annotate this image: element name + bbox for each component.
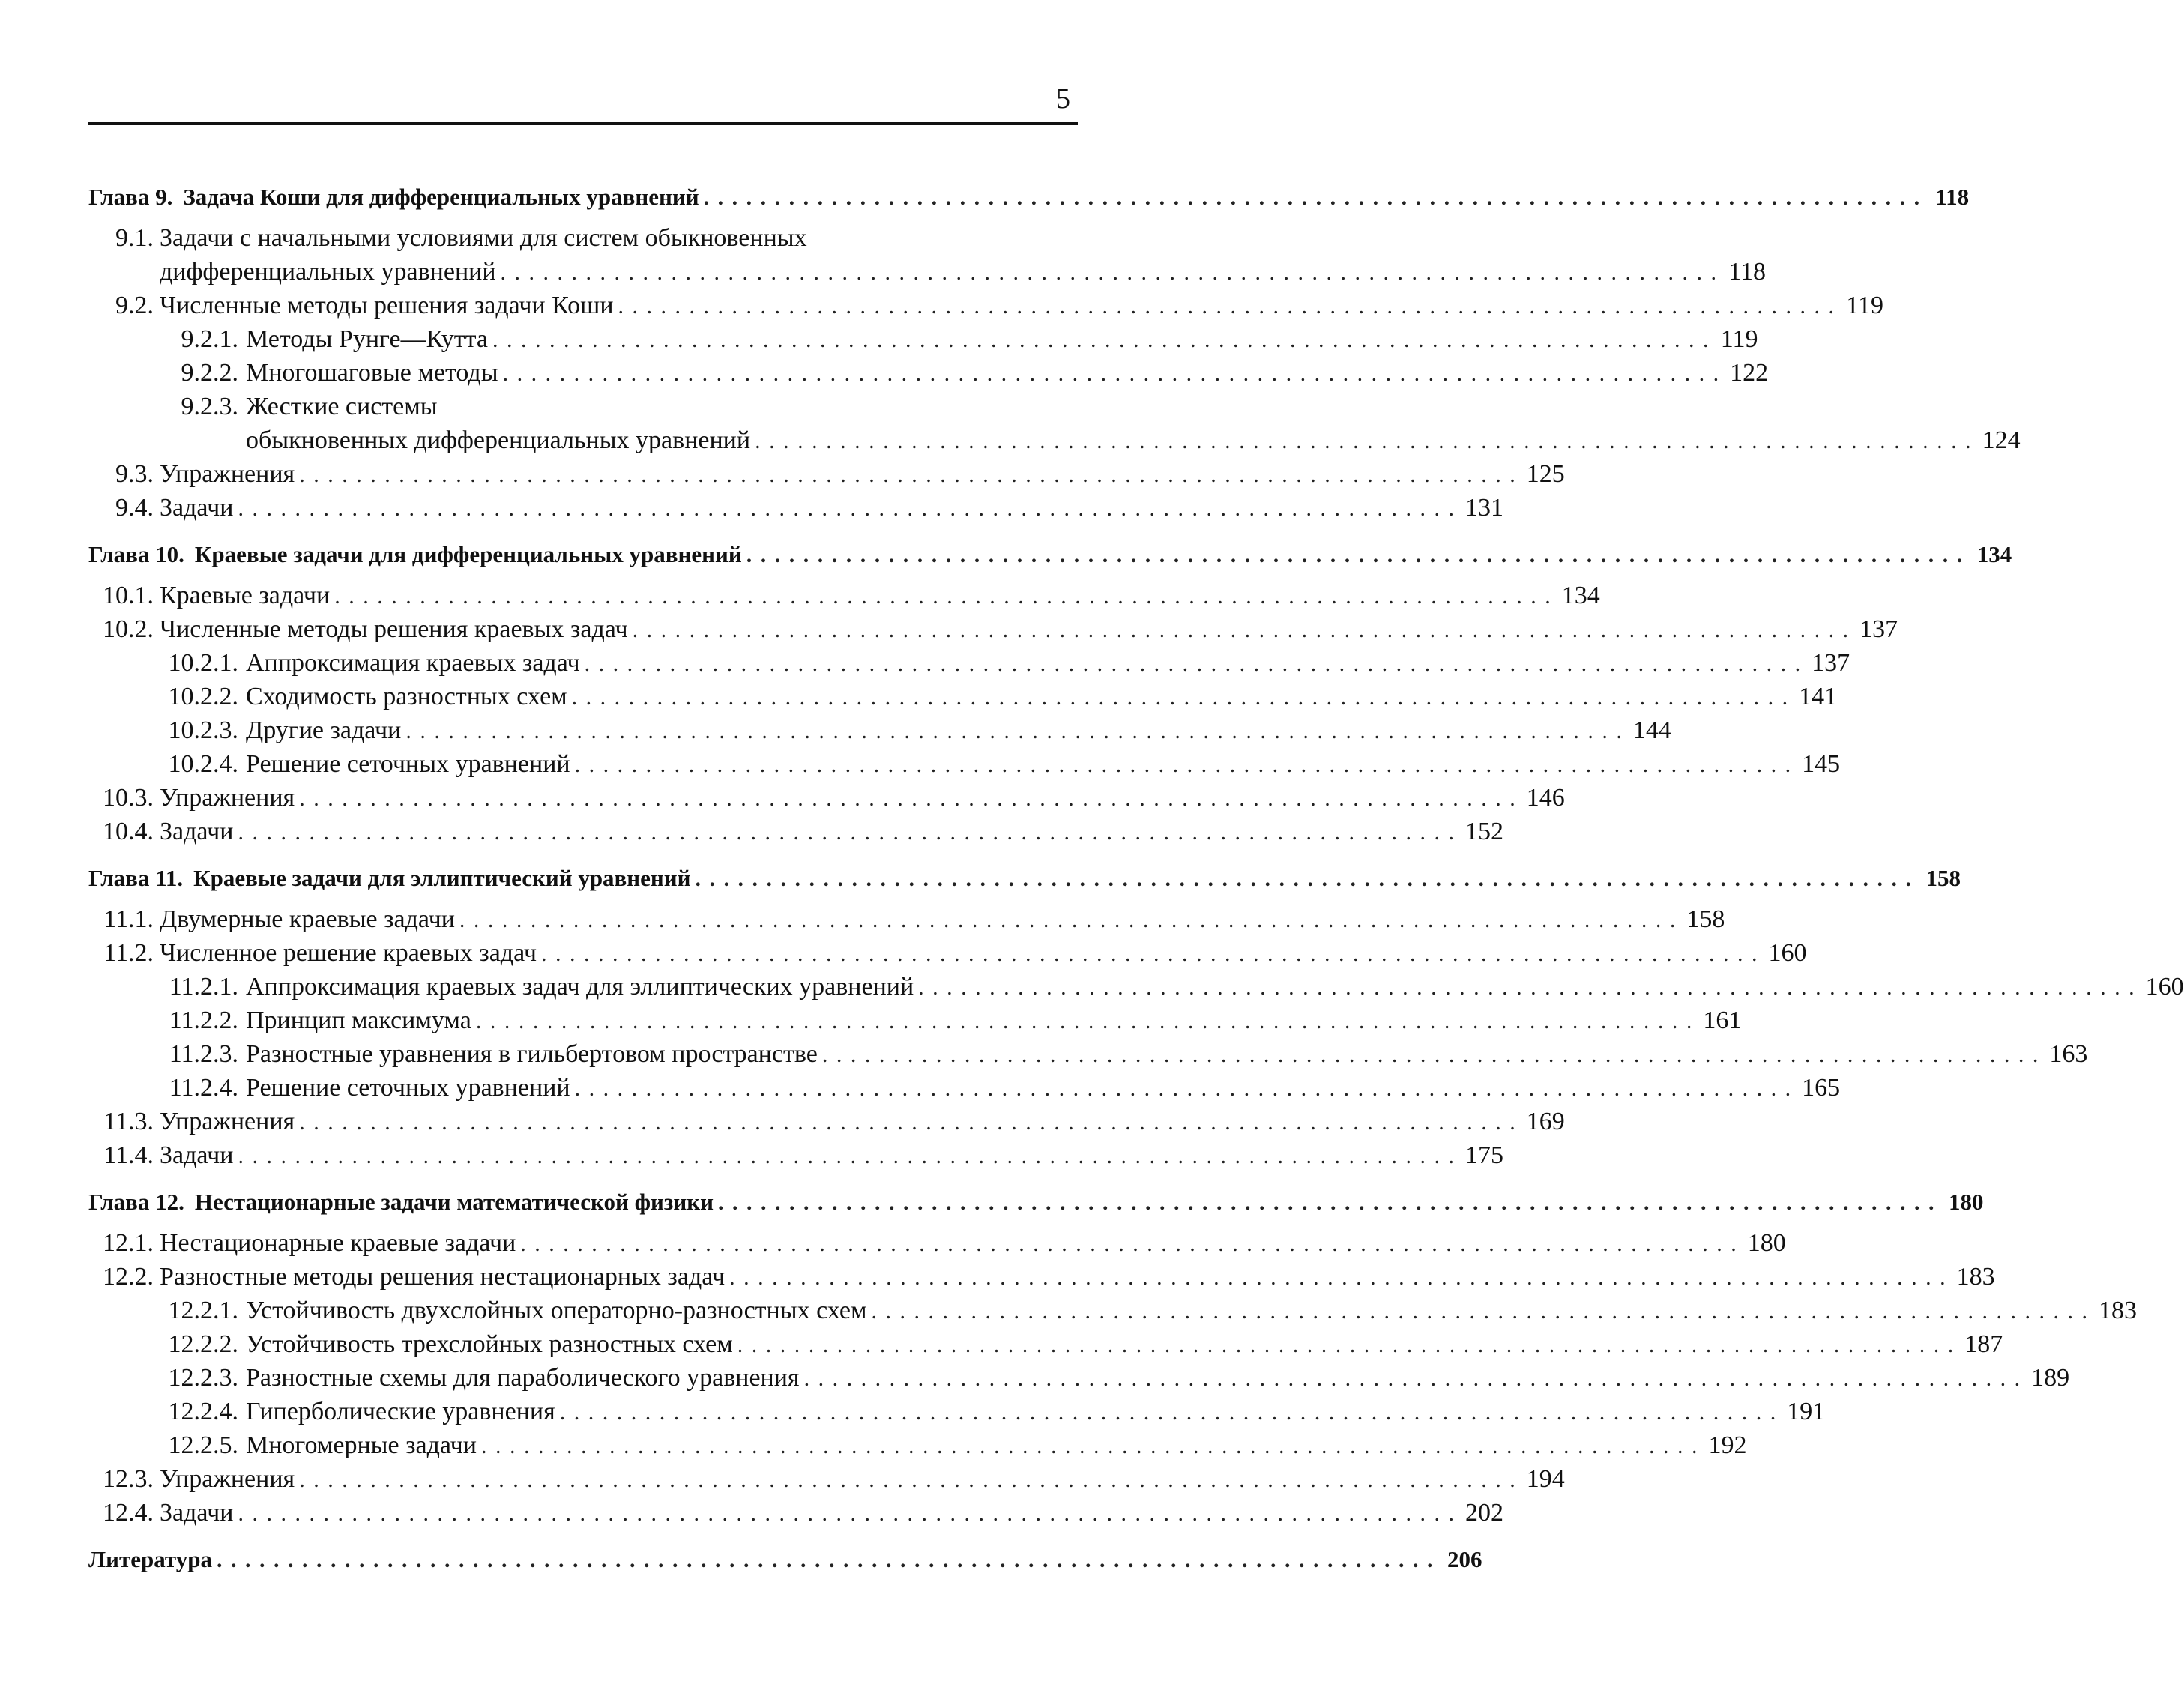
- toc-section-11-2[interactable]: [88, 936, 1807, 970]
- page-ref: 119: [1720, 325, 1758, 353]
- chapter-label: Глава 9.: [88, 184, 173, 210]
- toc-literature[interactable]: [88, 1542, 1482, 1576]
- dot-leader: [718, 1186, 1934, 1219]
- dot-leader: [755, 424, 1971, 458]
- page-ref: 152: [1464, 818, 1503, 845]
- section-title: Численное решение краевых задач: [160, 939, 537, 967]
- subsection-title: Принцип максимума: [246, 1007, 471, 1034]
- subsection-title: Методы Рунге—Кутта: [246, 325, 488, 353]
- toc-section-12-3[interactable]: [88, 1462, 1565, 1496]
- toc-chapter-9[interactable]: [88, 180, 1970, 214]
- section-number: 11.3.: [103, 1108, 154, 1135]
- dot-leader: [729, 1261, 1946, 1294]
- page-ref: 163: [2049, 1040, 2088, 1068]
- chapter-label: Глава 12.: [88, 1189, 184, 1215]
- section-title: Задачи: [160, 1499, 234, 1527]
- subsection-number: 9.2.1.: [181, 325, 238, 353]
- toc-section-9-1[interactable]: [88, 221, 1078, 255]
- toc-section-10-2[interactable]: [88, 612, 1898, 646]
- chapter-title: Нестационарные задачи математической физики: [194, 1189, 714, 1215]
- dot-leader: [501, 256, 1717, 289]
- subsection-title: Гиперболические уравнения: [246, 1398, 555, 1425]
- section-title: Задачи: [160, 818, 234, 845]
- toc-section-9-4[interactable]: [88, 491, 1503, 525]
- toc-section-12-1[interactable]: [88, 1226, 1786, 1260]
- toc-section-10-4[interactable]: [88, 815, 1503, 848]
- section-title: Упражнения: [160, 784, 295, 812]
- toc-subsection-11-2-3[interactable]: [88, 1037, 2088, 1071]
- page-ref: 160: [1768, 939, 1807, 967]
- section-number: 9.1.: [115, 224, 154, 252]
- toc-chapter-11[interactable]: [88, 861, 1961, 895]
- chapter-title: Краевые задачи для дифференциальных уравнений: [194, 541, 742, 567]
- toc-subsection-9-2-3-cont[interactable]: [88, 423, 2021, 457]
- page-ref: 161: [1703, 1007, 1742, 1034]
- section-number: 11.2.: [103, 939, 154, 967]
- toc-section-11-3[interactable]: [88, 1105, 1565, 1138]
- dot-leader: [334, 579, 1551, 613]
- section-number: 11.4.: [103, 1141, 154, 1169]
- subsection-number: 12.2.4.: [168, 1398, 238, 1425]
- section-title: Упражнения: [160, 1465, 295, 1493]
- section-number: 10.4.: [103, 818, 154, 845]
- toc-subsection-12-2-3[interactable]: [88, 1361, 2070, 1395]
- subsection-title: Разностные уравнения в гильбертовом пространстве: [246, 1040, 818, 1068]
- toc-subsection-10-2-1[interactable]: [88, 646, 1850, 680]
- dot-leader: [696, 862, 1912, 896]
- subsection-number: 10.2.3.: [168, 716, 238, 744]
- toc-subsection-11-2-2[interactable]: [88, 1004, 1742, 1037]
- page-ref: 131: [1464, 494, 1503, 522]
- dot-leader: [481, 1429, 1698, 1463]
- page-number: 5: [1056, 83, 1070, 115]
- toc-section-9-1-cont[interactable]: [88, 255, 1767, 289]
- page-ref: 137: [1859, 615, 1898, 643]
- subsection-title: Устойчивость двухслойных операторно-разностных схем: [246, 1297, 867, 1324]
- dot-leader: [238, 1497, 1454, 1530]
- page-ref: 160: [2145, 973, 2184, 1001]
- subsection-number: 9.2.2.: [181, 359, 238, 387]
- page-ref: 194: [1526, 1465, 1565, 1493]
- toc-section-9-3[interactable]: [88, 457, 1565, 491]
- section-title: Краевые задачи: [160, 582, 331, 609]
- dot-leader: [871, 1294, 2087, 1328]
- section-number: 9.3.: [115, 460, 154, 488]
- toc-chapter-10[interactable]: [88, 537, 2012, 571]
- subsection-title: Другие задачи: [246, 716, 402, 744]
- subsection-number: 12.2.5.: [168, 1431, 238, 1459]
- page-ref: 134: [1976, 541, 2012, 567]
- toc-section-10-1[interactable]: [88, 579, 1600, 612]
- section-title: Нестационарные краевые задачи: [160, 1229, 516, 1257]
- toc-section-12-2[interactable]: [88, 1260, 1995, 1294]
- subsection-title: Многошаговые методы: [246, 359, 498, 387]
- page-ref: 191: [1787, 1398, 1826, 1425]
- page-ref: 158: [1925, 865, 1961, 891]
- dot-leader: [492, 323, 1709, 357]
- subsection-number: 12.2.1.: [168, 1297, 238, 1324]
- dot-leader: [804, 1362, 2021, 1395]
- subsection-number: 10.2.4.: [168, 750, 238, 778]
- dot-leader: [572, 681, 1788, 714]
- chapter-title: Краевые задачи для эллиптический уравнений: [193, 865, 691, 891]
- toc-subsection-11-2-4[interactable]: [88, 1071, 1841, 1105]
- page-ref: 158: [1686, 905, 1725, 933]
- subsection-number: 9.2.3.: [181, 393, 238, 420]
- toc-subsection-10-2-3[interactable]: [88, 713, 1671, 747]
- page-ref: 122: [1730, 359, 1769, 387]
- toc-subsection-9-2-1[interactable]: [88, 322, 1758, 356]
- subsection-number: 12.2.2.: [168, 1330, 238, 1358]
- section-number: 12.4.: [103, 1499, 154, 1527]
- subsection-title: Аппроксимация краевых задач для эллиптических уравнений: [246, 973, 914, 1001]
- section-title: Численные методы решения задачи Коши: [160, 292, 614, 319]
- section-number: 10.3.: [103, 784, 154, 812]
- subsection-title: Жесткие системы: [246, 393, 438, 420]
- chapter-label: Глава 10.: [88, 541, 184, 567]
- page-ref: 165: [1802, 1074, 1841, 1102]
- section-number: 9.4.: [115, 494, 154, 522]
- dot-leader: [822, 1038, 2039, 1072]
- dot-leader: [918, 971, 2135, 1004]
- dot-leader: [217, 1543, 1433, 1577]
- subsection-number: 11.2.1.: [169, 973, 238, 1001]
- section-title: Упражнения: [160, 1108, 295, 1135]
- toc-subsection-9-2-3[interactable]: [88, 390, 1078, 423]
- page-ref: 175: [1464, 1141, 1503, 1169]
- dot-leader: [704, 181, 1920, 214]
- subsection-number: 10.2.2.: [168, 683, 238, 710]
- subsection-title: Устойчивость трехслойных разностных схем: [246, 1330, 733, 1358]
- toc-section-11-4[interactable]: [88, 1138, 1503, 1172]
- subsection-title: Решение сеточных уравнений: [246, 1074, 570, 1102]
- section-number: 12.1.: [103, 1229, 154, 1257]
- dot-leader: [575, 748, 1791, 782]
- dot-leader: [618, 289, 1835, 323]
- section-title-continued: дифференциальных уравнений: [160, 258, 496, 286]
- dot-leader: [238, 1139, 1454, 1173]
- toc-subsection-10-2-2[interactable]: [88, 680, 1838, 713]
- dot-leader: [746, 538, 1963, 572]
- toc-subsection-12-2-4[interactable]: [88, 1395, 1826, 1428]
- page-ref: 125: [1526, 460, 1565, 488]
- chapter-title: Задача Коши для дифференциальных уравнений: [183, 184, 699, 210]
- page: [88, 0, 2184, 1705]
- subsection-title-continued: обыкновенных дифференциальных уравнений: [246, 426, 751, 454]
- page-ref: 141: [1799, 683, 1838, 710]
- literature-title: Литература: [88, 1546, 212, 1572]
- dot-leader: [299, 1463, 1515, 1497]
- dot-leader: [459, 903, 1676, 937]
- page-ref: 145: [1802, 750, 1841, 778]
- section-number: 12.3.: [103, 1465, 154, 1493]
- toc-subsection-12-2-5[interactable]: [88, 1428, 1747, 1462]
- toc-subsection-9-2-2[interactable]: [88, 356, 1769, 390]
- page-ref: 144: [1632, 716, 1671, 744]
- dot-leader: [299, 1105, 1515, 1139]
- toc-section-12-4[interactable]: [88, 1496, 1503, 1530]
- subsection-number: 11.2.2.: [169, 1007, 238, 1034]
- dot-leader: [299, 458, 1515, 492]
- chapter-label: Глава 11.: [88, 865, 184, 891]
- section-title: Задачи: [160, 1141, 234, 1169]
- page-ref: 118: [1728, 258, 1767, 286]
- page-ref: 124: [1982, 426, 2021, 454]
- header-rule: [88, 122, 1078, 125]
- page-ref: 137: [1812, 649, 1850, 677]
- dot-leader: [633, 613, 1849, 647]
- page-ref: 146: [1526, 784, 1565, 812]
- page-ref: 202: [1464, 1499, 1503, 1527]
- subsection-title: Сходимость разностных схем: [246, 683, 567, 710]
- section-number: 10.2.: [103, 615, 154, 643]
- section-number: 10.1.: [103, 582, 154, 609]
- dot-leader: [503, 357, 1719, 390]
- toc-section-10-3[interactable]: [88, 781, 1565, 815]
- page-ref: 118: [1935, 184, 1970, 210]
- dot-leader: [585, 647, 1801, 681]
- dot-leader: [238, 815, 1454, 849]
- section-title: Численные методы решения краевых задач: [160, 615, 628, 643]
- subsection-number: 10.2.1.: [168, 649, 238, 677]
- toc-subsection-11-2-1[interactable]: [88, 970, 2184, 1004]
- page-ref: 180: [1747, 1229, 1786, 1257]
- toc-chapter-12[interactable]: [88, 1185, 1984, 1219]
- toc-subsection-10-2-4[interactable]: [88, 747, 1841, 781]
- section-number: 9.2.: [115, 292, 154, 319]
- subsection-number: 12.2.3.: [168, 1364, 238, 1392]
- page-ref: 134: [1561, 582, 1600, 609]
- page-ref: 187: [1964, 1330, 2003, 1358]
- section-title: Упражнения: [160, 460, 295, 488]
- toc-subsection-12-2-2[interactable]: [88, 1327, 2003, 1361]
- section-title: Задачи с начальными условиями для систем обыкновенных: [160, 224, 807, 252]
- dot-leader: [575, 1072, 1791, 1105]
- toc-subsection-12-2-1[interactable]: [88, 1294, 2137, 1327]
- subsection-number: 11.2.4.: [169, 1074, 238, 1102]
- subsection-number: 11.2.3.: [169, 1040, 238, 1068]
- page-ref: 189: [2031, 1364, 2070, 1392]
- dot-leader: [541, 937, 1758, 971]
- page-ref: 183: [2098, 1297, 2137, 1324]
- section-title: Задачи: [160, 494, 234, 522]
- toc-section-11-1[interactable]: [88, 902, 1725, 936]
- dot-leader: [238, 492, 1454, 525]
- section-number: 11.1.: [103, 905, 154, 933]
- page-ref: 183: [1956, 1263, 1995, 1291]
- dot-leader: [737, 1328, 1954, 1362]
- dot-leader: [299, 782, 1515, 815]
- table-of-contents: [88, 180, 2184, 1576]
- toc-section-9-2[interactable]: [88, 289, 1884, 322]
- dot-leader: [560, 1395, 1776, 1429]
- dot-leader: [405, 714, 1622, 748]
- section-number: 12.2.: [103, 1263, 154, 1291]
- subsection-title: Аппроксимация краевых задач: [246, 649, 580, 677]
- subsection-title: Многомерные задачи: [246, 1431, 477, 1459]
- page-ref: 192: [1708, 1431, 1747, 1459]
- dot-leader: [476, 1004, 1692, 1038]
- subsection-title: Решение сеточных уравнений: [246, 750, 570, 778]
- section-title: Разностные методы решения нестационарных задач: [160, 1263, 726, 1291]
- page-ref: 180: [1948, 1189, 1984, 1215]
- section-title: Двумерные краевые задачи: [160, 905, 455, 933]
- page-ref: 206: [1447, 1546, 1482, 1572]
- page-ref: 169: [1526, 1108, 1565, 1135]
- subsection-title: Разностные схемы для параболического уравнения: [246, 1364, 800, 1392]
- dot-leader: [520, 1227, 1737, 1261]
- page-ref: 119: [1846, 292, 1884, 319]
